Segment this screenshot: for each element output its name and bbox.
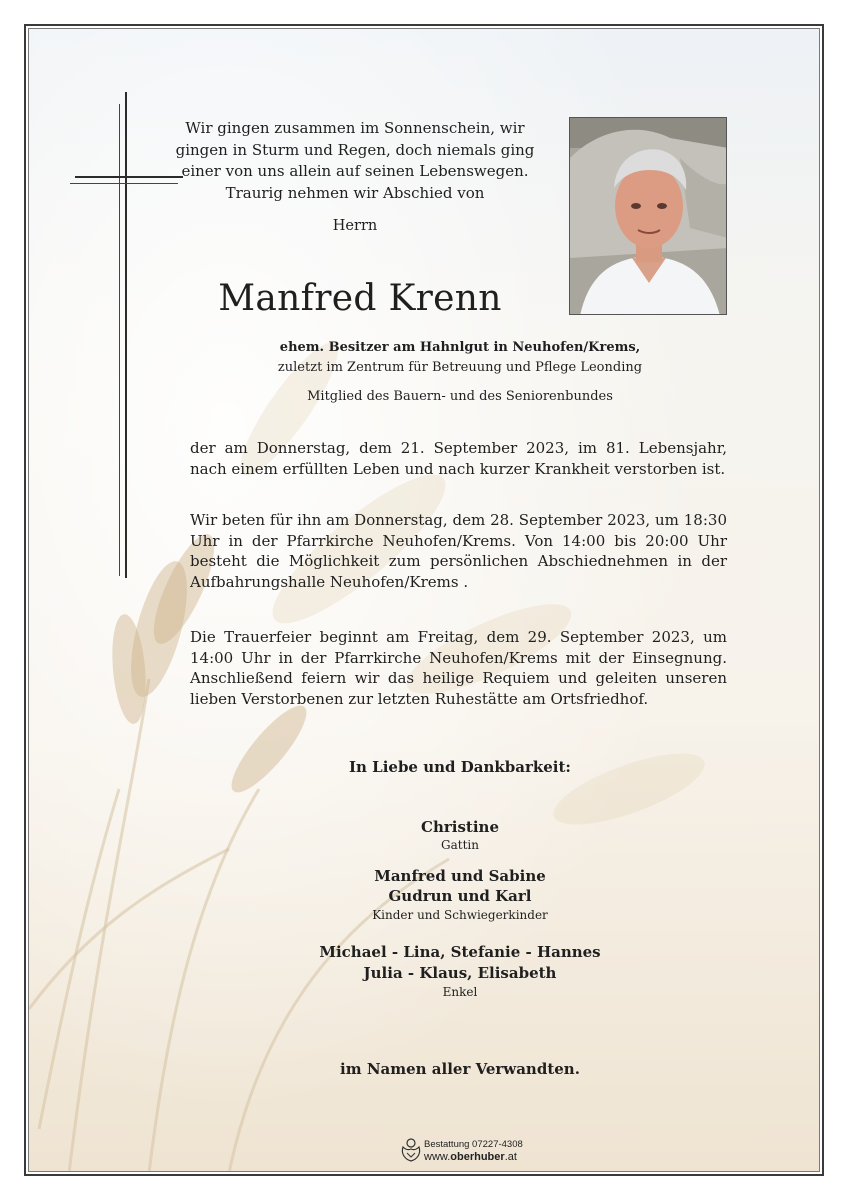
funeral-paragraph: Die Trauerfeier beginnt am Freitag, dem 29. September 2023, um 14:00 Uhr in der Pfarrkirche Neuhofen/Krems mit der Einsegnung. Anschließend feiern wir das heilige Requiem und geleiten unseren lieben Verstorbenen zur letzten Ruhestätte am Ortsfriedhof.	[190, 628, 727, 708]
cross-horizontal-shadow	[70, 183, 178, 184]
death-notice-paragraph: der am Donnerstag, dem 21. September 2023, im 81. Lebensjahr, nach einem erfüllten Leben und nach kurzer Krankheit verstorben ist.	[190, 439, 727, 478]
mourner-grandchildren-2: Julia - Klaus, Elisabeth	[363, 964, 557, 982]
portrait-photo	[569, 117, 727, 315]
deceased-membership: Mitglied des Bauern- und des Seniorenbundes	[307, 389, 613, 404]
poem-line: gingen in Sturm und Regen, doch niemals ging	[175, 140, 535, 159]
deceased-last-residence: zuletzt im Zentrum für Betreuung und Pflege Leonding	[277, 360, 643, 375]
cross-horizontal-bar	[75, 176, 183, 178]
funeral-home-website[interactable]: www.oberhuber.at	[424, 1151, 517, 1163]
cross-vertical-bar	[125, 92, 127, 578]
thanks-heading: In Liebe und Dankbarkeit:	[349, 758, 571, 776]
poem-line: Wir gingen zusammen im Sonnenschein, wir	[185, 119, 525, 137]
deceased-name: Manfred Krenn	[218, 278, 502, 319]
poem-line: Traurig nehmen wir Abschied von	[225, 183, 485, 202]
poem	[170, 118, 540, 204]
mourner-grandchildren-1: Michael - Lina, Stefanie - Hannes	[319, 943, 601, 961]
mourner-spouse: Christine	[421, 818, 499, 836]
relation-spouse: Gattin	[441, 838, 479, 852]
angel-logo-icon	[400, 1137, 422, 1163]
relation-grandchildren: Enkel	[442, 985, 478, 999]
mourner-children-2: Gudrun und Karl	[388, 887, 532, 905]
prayer-paragraph: Wir beten für ihn am Donnerstag, dem 28. September 2023, um 18:30 Uhr in der Pfarrkirche Neuhofen/Krems. Von 14:00 bis 20:00 Uhr besteht die Möglichkeit zum persönlichen Abschiednehmen in der Aufbahrungshalle Neuhofen/Krems .	[190, 511, 727, 591]
salutation: Herrn	[332, 218, 378, 234]
deceased-role: ehem. Besitzer am Hahnlgut in Neuhofen/Krems,	[279, 340, 641, 355]
relation-children: Kinder und Schwiegerkinder	[372, 908, 548, 922]
poem-line: einer von uns allein auf seinen Lebenswegen.	[181, 162, 529, 180]
closing-line: im Namen aller Verwandten.	[340, 1060, 580, 1078]
cross-vertical-shadow	[119, 104, 120, 576]
funeral-home-phone: Bestattung 07227-4308	[424, 1139, 523, 1150]
funeral-home-footer	[400, 1137, 540, 1167]
mourner-children-1: Manfred und Sabine	[374, 867, 546, 885]
